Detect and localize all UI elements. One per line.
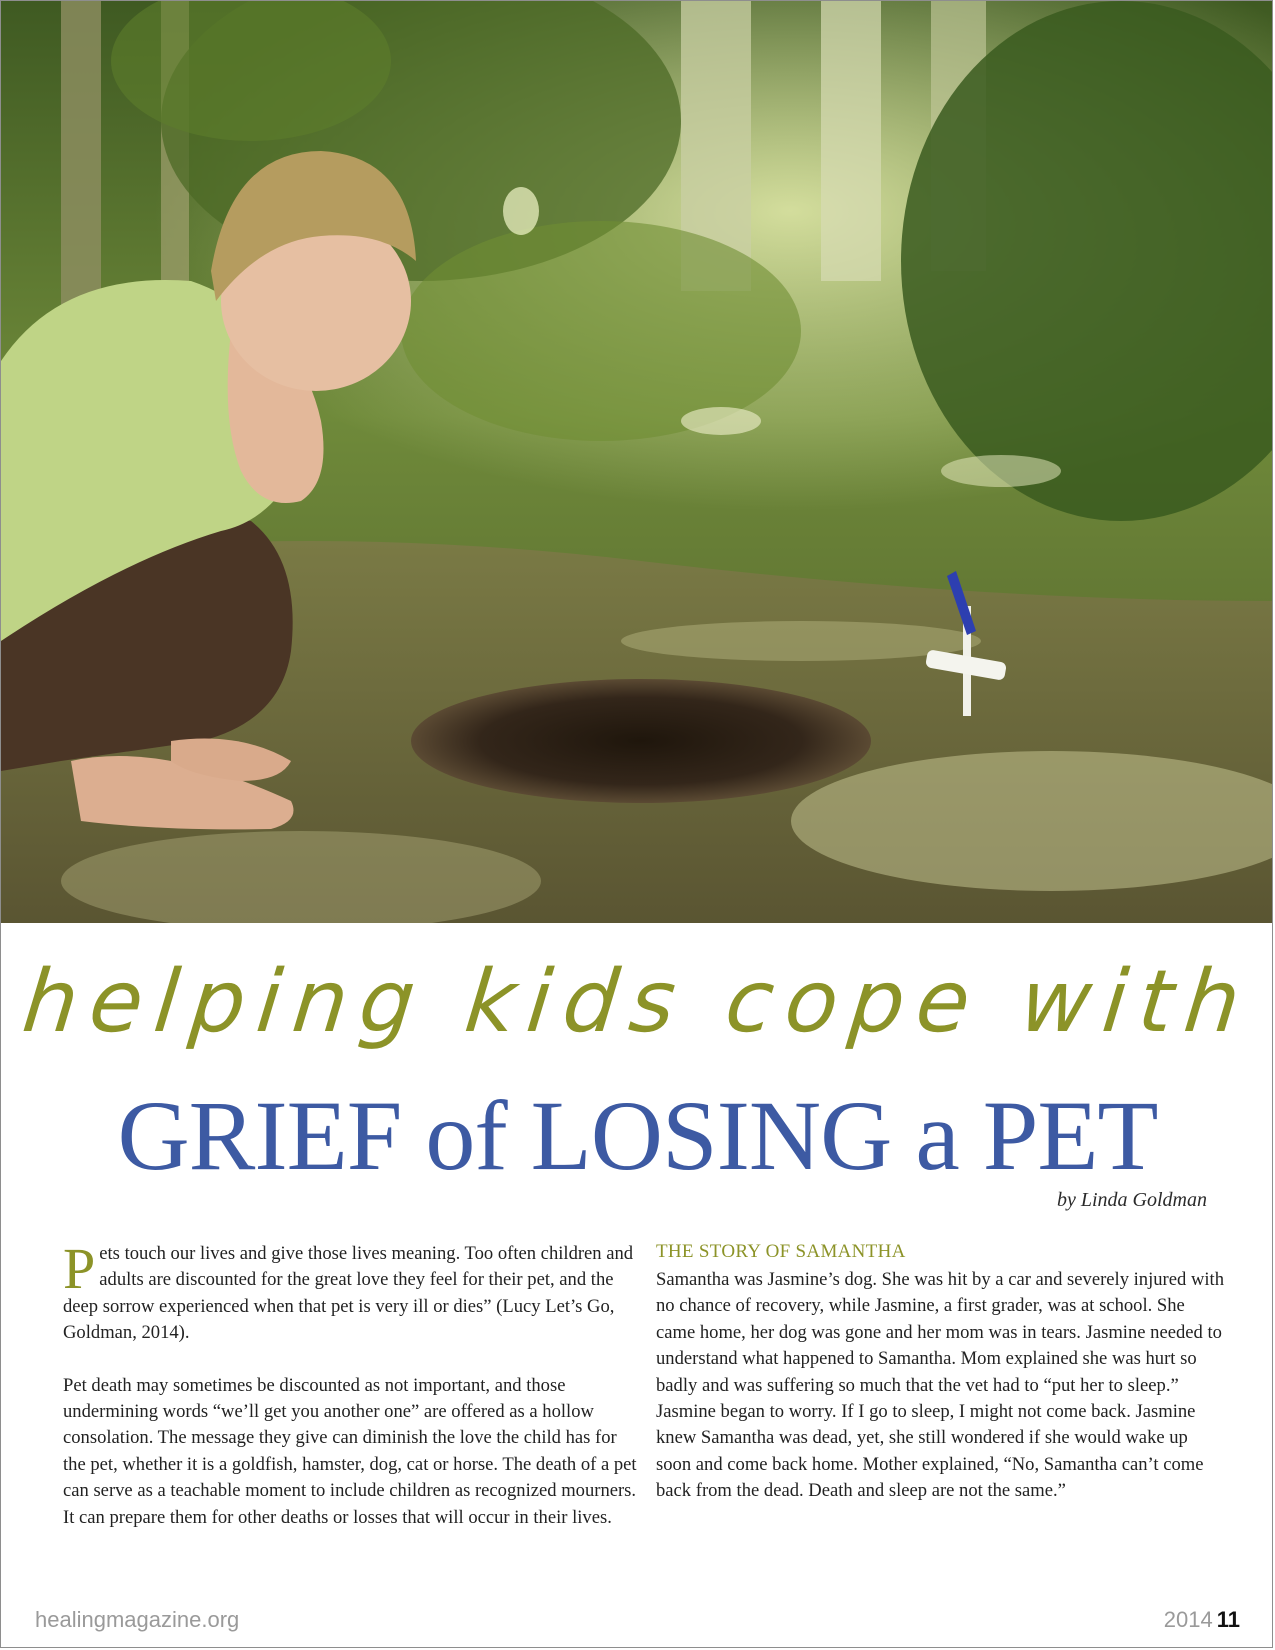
story-paragraph: Samantha was Jasmine’s dog. She was hit by a car and severely injured with no chance of recovery, while Jasmine, a first grader, was at school. She came home, her dog was gone and her mom was in tears. Jasmine needed to understand what happened to Samantha. Mom explained she was hurt so badly and was suffering so much that the vet had to “put her to sleep.” Jasmine began to worry. If I go to sleep, I might not come back. Jasmine knew Samantha was dead, yet, she still wondered if she would wake up soon and come back home. Mother explained, “No, Samantha can’t come back from the dead. Death and sleep are not the same.” [656,1269,1225,1502]
boy-at-pet-grave-illustration [1,1,1273,923]
intro-paragraph [63,1236,638,1347]
article-column-right [656,1241,1224,1531]
headline-kicker: helping kids cope with [18,952,1257,1052]
article-column-left [63,1236,638,1557]
footer-year: 2014 [1163,1607,1213,1632]
body-paragraph: Pet death may sometimes be discounted as not important, and those undermining words “we’ll get you another one” are offered as a hollow consolation. The message they give can diminish the love the child has for the pet, whether it is a goldfish, hamster, dog, cat or horse. The death of a pet can serve as a teachable moment to include children as recognized mourners. It can prepare them for other deaths or losses that will occur in their lives. [63,1374,637,1528]
intro-text: ets touch our lives and give those lives meaning. Too often children and adults are discounted for the great love they feel for their pet, and the deep sorrow experienced when that pet is very ill or dies” (Lucy Let’s Go, Goldman, 2014). [63,1243,634,1344]
drop-cap: P [63,1236,96,1301]
hero-photo [1,1,1273,923]
headline: GRIEF of LOSING a PET [117,1080,1158,1191]
footer-site: healingmagazine.org [35,1607,240,1632]
byline: by Linda Goldman [1057,1189,1207,1211]
footer-page-info [1164,1607,1240,1633]
page-number: 11 [1216,1607,1240,1632]
section-heading: THE STORY OF SAMANTHA [656,1241,906,1262]
